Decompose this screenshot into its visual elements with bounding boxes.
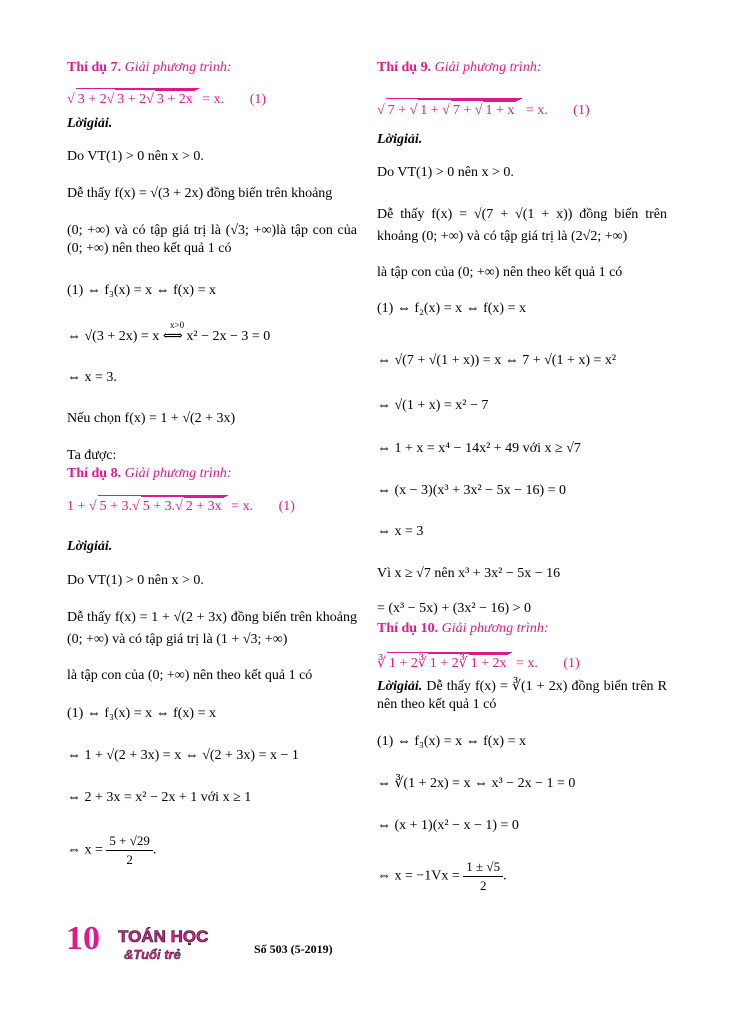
ex8-line-3: là tập con của (0; +∞) nên theo kết quả 1 có [67,668,313,683]
ex9-line-5: ⇔ √(7 + √(1 + x)) = x ⇔ 7 + √(1 + x) = x² [377,353,617,368]
ex9-line-10: Vì x ≥ √7 nên x³ + 3x² − 5x − 16 [377,566,561,581]
ex9-line-11: = (x³ − 5x) + (3x² − 16) > 0 [377,601,532,616]
ex10-radical: ∛ 1 + 2∛ 1 + 2∛ 1 + 2x [377,656,512,671]
ex9-line-9: ⇔ x = 3 [377,524,424,539]
ex10-equation-number: (1) [563,656,580,671]
ex9-title: Thí dụ 9. [377,60,432,75]
ex10-line-1-text: Dễ thấy f(x) = ∛(1 + 2x) đồng biến trên R nên theo kết quả 1 có [377,679,667,712]
ex9-line-7: ⇔ 1 + x = x⁴ − 14x² + 49 với x ≥ √7 [377,441,581,456]
ex8-fraction [106,832,152,869]
ex10-equation-tail: = x. [515,656,538,671]
ex9-equation-number: (1) [573,103,590,118]
ex7-title: Thí dụ 7. [67,60,122,75]
ex10-fraction-denominator: 2 [479,878,487,893]
ex7-equation [67,88,266,109]
ex8-line-1: Do VT(1) > 0 nên x > 0. [67,573,204,588]
ex8-equation-number: (1) [278,499,295,514]
ex7-line-1: Do VT(1) > 0 nên x > 0. [67,149,204,164]
ex10-fraction-numerator: 1 ± √5 [463,858,503,877]
ex9-solution-label: Lờigiải. [377,132,423,147]
ex8-line-2: Dễ thấy f(x) = 1 + √(2 + 3x) đồng biến trên khoảng (0; +∞) và có tập giá trị là (1 + √3; +∞) [67,610,357,647]
ex10-line-2: (1) ⇔ f₃(x) = x ⇔ f(x) = x [377,734,526,749]
ex8-heading [67,465,231,483]
ex7-line-6: ⇔ x = 3. [67,370,117,385]
ex7-subtitle: Giải phương trình: [124,60,232,75]
ex9-equation-tail: = x. [525,103,548,118]
ex8-fraction-denominator: 2 [126,852,133,867]
ex10-line-5: ⇔ x = −1Vx = $\frac{1 \pm √5}{2}$ . [377,859,507,893]
ex8-solution-label: Lờigiải. [67,539,113,554]
ex9-equation [377,98,590,120]
logo-line-1: TOÁN HỌC [118,927,209,946]
ex7-line-5-text: ⇔ √(3 + 2x) = x ⟺ x² − 2x − 3 = 0 [67,329,271,344]
ex7-line-3: (0; +∞) và có tập giá trị là (√3; +∞)là tập con của (0; +∞) nên theo kết quả 1 có [67,223,357,256]
ex8-title: Thí dụ 8. [67,466,122,481]
ex8-subtitle: Giải phương trình: [124,466,232,481]
ex7-line-4: (1) ⇔ f₃(x) = x ⇔ f(x) = x [67,283,216,298]
ex8-radical: 1 + √ 5 + 3.√ 5 + 3.√ 2 + 3x [67,499,228,514]
ex7-equation-number: (1) [249,92,267,107]
ex7-line-2: Dễ thấy f(x) = √(3 + 2x) đồng biến trên khoảng [67,186,333,201]
ex9-heading [377,59,541,77]
ex7-line-5 [67,320,271,346]
ex9-line-6: ⇔ √(1 + x) = x² − 7 [377,398,489,413]
logo-line-2: &Tuổi trẻ [124,947,181,962]
ex10-heading [377,620,548,638]
ex10-line-3: ⇔ ∛(1 + 2x) = x ⇔ x³ − 2x − 1 = 0 [377,776,576,791]
ex7-heading [67,59,231,77]
ex10-line-4: ⇔ (x + 1)(x² − x − 1) = 0 [377,818,519,833]
ex10-solution-label: Lờigiải. [377,679,423,694]
ex8-line-6: ⇔ 2 + 3x = x² − 2x + 1 với x ≥ 1 [67,790,252,805]
ex9-line-3: là tập con của (0; +∞) nên theo kết quả 1 có [377,265,623,280]
ex9-line-1: Do VT(1) > 0 nên x > 0. [377,165,514,180]
ex9-line-4: (1) ⇔ f₂(x) = x ⇔ f(x) = x [377,301,526,316]
ex8-line-5: ⇔ 1 + √(2 + 3x) = x ⇔ √(2 + 3x) = x − 1 [67,748,299,763]
ex9-radical: √ 7 + √ 1 + √ 7 + √ 1 + x [377,103,522,118]
ex8-equation-tail: = x. [231,499,254,514]
ex7-line-8: Ta được: [67,448,117,463]
ex10-line-5-lhs: ⇔ x = −1Vx = [377,868,460,884]
ex10-subtitle: Giải phương trình: [441,621,549,636]
page-number: 10 [66,920,100,957]
ex7-radical: √ 3 + 2√ 3 + 2√ 3 + 2x [67,92,199,107]
ex8-fraction-numerator: 5 + √29 [106,832,152,851]
ex8-line-7: ⇔ x = $\frac{5 + √29}{2}$ . [67,833,157,867]
ex9-line-8: ⇔ (x − 3)(x³ + 3x² − 5x − 16) = 0 [377,483,567,498]
ex8-equation [67,495,295,516]
magazine-logo [118,926,214,962]
ex9-subtitle: Giải phương trình: [434,60,542,75]
ex7-line-7: Nếu chọn f(x) = 1 + √(2 + 3x) [67,411,236,426]
ex10-title: Thí dụ 10. [377,621,439,636]
ex7-solution-label: Lờigiải. [67,116,113,131]
ex10-fraction [463,858,503,895]
ex9-line-2: Dễ thấy f(x) = √(7 + √(1 + x)) đồng biến trên khoảng (0; +∞) và có tập giá trị là (2√2; +∞) [377,207,667,244]
ex7-equation-tail: = x. [202,92,225,107]
ex8-line-4: (1) ⇔ f₃(x) = x ⇔ f(x) = x [67,706,216,721]
ex7-line-5-condition: x>0 [170,320,185,330]
ex10-line-1 [377,678,667,714]
ex8-line-7-lhs: ⇔ x = [67,842,103,858]
ex10-equation [377,652,580,673]
issue-number: Số 503 (5-2019) [254,942,333,956]
